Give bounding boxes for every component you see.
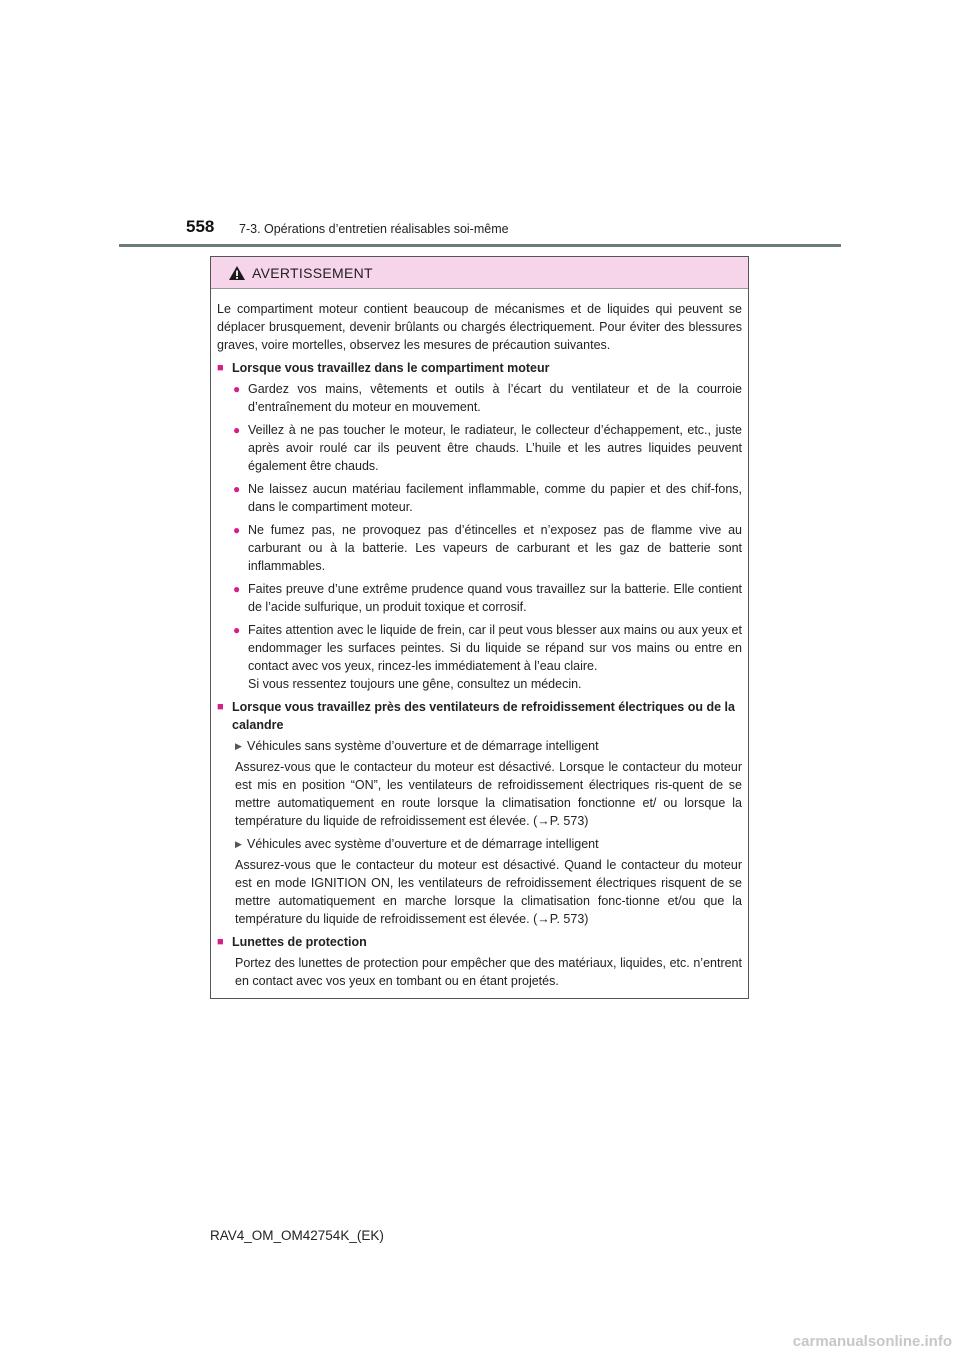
warning-triangle-icon <box>228 265 246 281</box>
bullet-item <box>233 621 742 693</box>
bullet-text: Faites attention avec le liquide de frein, car il peut vous blesser aux mains ou aux yeux et endommager les surfaces peintes. Si du liquide se répand sur vos mains ou entre en contact avec vos yeux, rincez-les immédiatement à l’eau claire. <box>248 623 742 673</box>
section-heading-engine-compartment: ■ Lorsque vous travaillez dans le compartiment moteur <box>217 361 550 375</box>
bullet-item: ● Gardez vos mains, vêtements et outils à l’écart du ventilateur et de la courroie d’entraînement du moteur en mouvement. <box>233 382 742 414</box>
vehicle-type-label: ▶ Véhicules avec système d’ouverture et de démarrage intelligent <box>235 837 599 851</box>
warning-box <box>210 256 749 999</box>
square-bullet-icon: ■ <box>217 936 224 948</box>
section-heading-safety-glasses: ■ Lunettes de protection <box>217 935 367 949</box>
section-title: 7-3. Opérations d’entretien réalisables soi-même <box>239 222 509 236</box>
circle-bullet-icon: ● <box>233 523 241 537</box>
section-heading-cooling-fans: ■ Lorsque vous travaillez près des ventilateurs de refroidissement électriques ou de la calandre <box>217 700 735 732</box>
vehicle-type-label: ▶ Véhicules sans système d’ouverture et de démarrage intelligent <box>235 739 599 753</box>
warning-body <box>211 289 748 990</box>
warning-intro: Le compartiment moteur contient beaucoup de mécanismes et de liquides qui peuvent se déplacer brusquement, devenir brûlants ou chargés électriquement. Pour éviter des blessures graves, voire mortelles, observez les mesures de précaution suivantes. <box>217 302 742 352</box>
triangle-right-icon: ▶ <box>235 839 242 849</box>
header-rule <box>119 244 841 247</box>
circle-bullet-icon: ● <box>233 382 241 396</box>
bullet-extra-text: Si vous ressentez toujours une gêne, consultez un médecin. <box>248 677 582 691</box>
warning-title: AVERTISSEMENT <box>252 264 373 281</box>
circle-bullet-icon: ● <box>233 582 241 596</box>
vehicle-type-text: Assurez-vous que le contacteur du moteur est désactivé. Lorsque le contacteur du moteur est mis en position “ON”, les ventilateurs de refroidissement électriques ris-quent de se mettre automatiquement en route lorsque la climatisation fonctionne et/ ou lorsque la température du liquide de refroidissement est élevée. (→P. 573) <box>235 760 742 828</box>
triangle-right-icon: ▶ <box>235 741 242 751</box>
square-bullet-icon: ■ <box>217 701 224 713</box>
document-code: RAV4_OM_OM42754K_(EK) <box>210 1228 384 1243</box>
safety-glasses-text: Portez des lunettes de protection pour empêcher que des matériaux, liquides, etc. n’entrent en contact avec vos yeux en tombant ou en étant projetés. <box>235 956 742 988</box>
bullet-item: ● Veillez à ne pas toucher le moteur, le radiateur, le collecteur d’échappement, etc., juste après avoir roulé car ils peuvent être chauds. L’huile et les autres liquides peuvent également être chauds. <box>233 423 742 473</box>
watermark: carmanualsonline.info <box>792 1333 952 1350</box>
circle-bullet-icon: ● <box>233 482 241 496</box>
bullet-item: ● Faites preuve d’une extrême prudence quand vous travaillez sur la batterie. Elle contient de l’acide sulfurique, un produit toxique et corrosif. <box>233 582 742 614</box>
bullet-item: ● Ne laissez aucun matériau facilement inflammable, comme du papier et des chif-fons, dans le compartiment moteur. <box>233 482 742 514</box>
warning-header <box>211 257 748 289</box>
square-bullet-icon: ■ <box>217 362 224 374</box>
circle-bullet-icon: ● <box>233 623 241 637</box>
page-number: 558 <box>186 217 215 236</box>
circle-bullet-icon: ● <box>233 423 241 437</box>
vehicle-type-text: Assurez-vous que le contacteur du moteur est désactivé. Quand le contacteur du moteur est en mode IGNITION ON, les ventilateurs de refroidissement électriques risquent de se mettre automatiquement en marche lorsque la climatisation fonc-tionne et/ou que la température du liquide de refroidissement est élevée. (→P. 573) <box>235 858 742 926</box>
bullet-item: ● Ne fumez pas, ne provoquez pas d’étincelles et n’exposez pas de flamme vive au carburant ou à la batterie. Les vapeurs de carburant et les gaz de batterie sont inflammables. <box>233 523 742 573</box>
